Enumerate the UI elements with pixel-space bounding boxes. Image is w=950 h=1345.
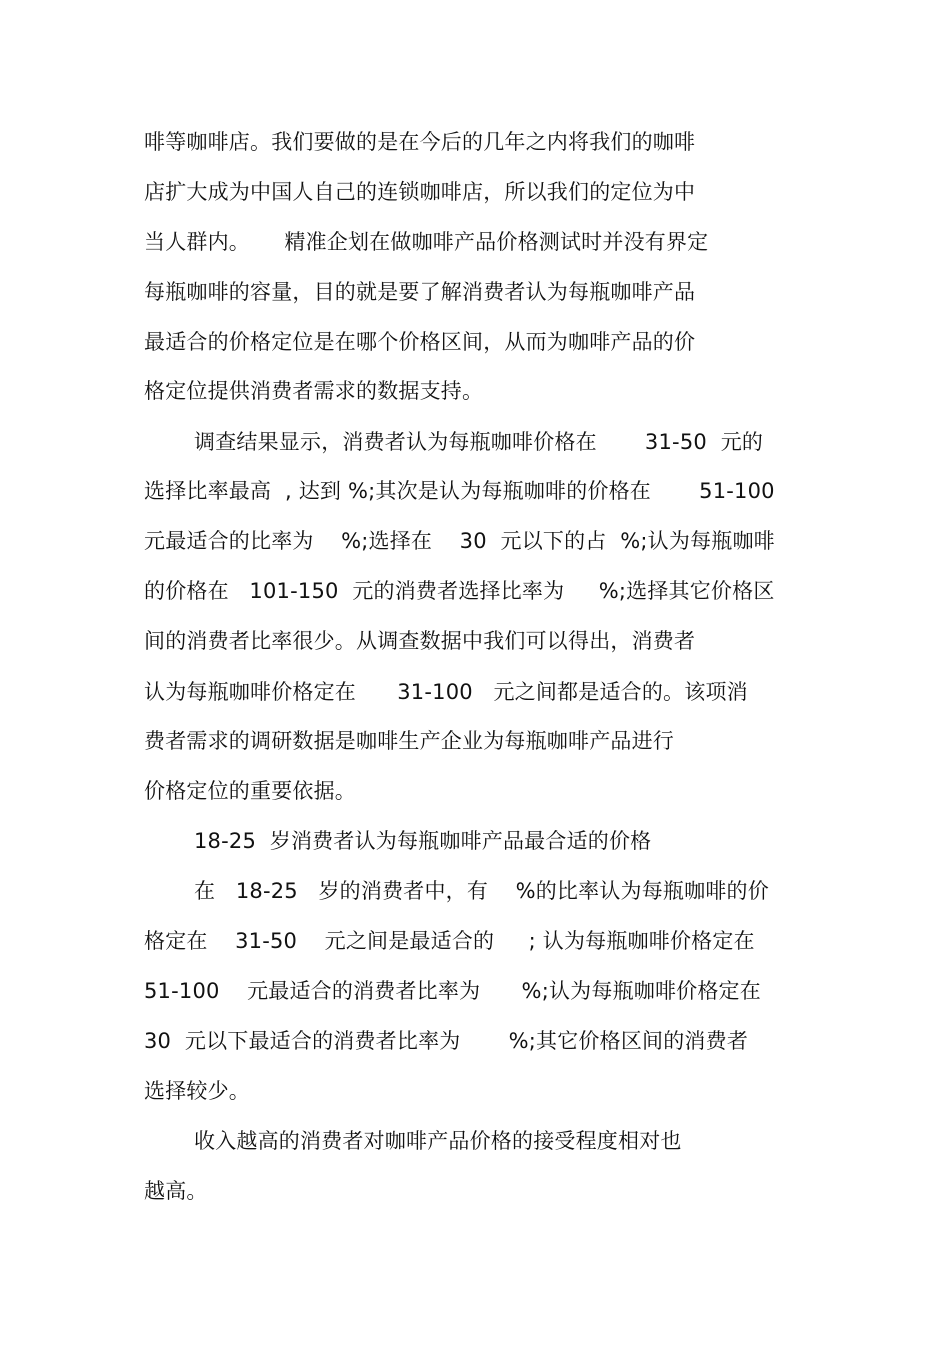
text-line: 选择比率最高 , 达到 %;其次是认为每瓶咖啡的价格在 51-100 [144, 479, 775, 503]
text-line: 格定位提供消费者需求的数据支持。 [144, 379, 484, 403]
text-line: 当人群内。 精准企划在做咖啡产品价格测试时并没有界定 [144, 230, 709, 254]
text-line: 越高。 [144, 1179, 208, 1203]
text-line: 费者需求的调研数据是咖啡生产企业为每瓶咖啡产品进行 [144, 729, 674, 753]
text-line: 30 元以下最适合的消费者比率为 %;其它价格区间的消费者 [144, 1029, 749, 1053]
text-line: 收入越高的消费者对咖啡产品价格的接受程度相对也 [194, 1129, 682, 1153]
text-line: 格定在 31-50 元之间是最适合的 ; 认为每瓶咖啡价格定在 [144, 929, 755, 953]
text-line: 最适合的价格定位是在哪个价格区间，从而为咖啡产品的价 [144, 330, 696, 354]
text-line: 调查结果显示，消费者认为每瓶咖啡价格在 31-50 元的 [194, 430, 764, 454]
text-line: 51-100 元最适合的消费者比率为 %;认为每瓶咖啡价格定在 [144, 979, 761, 1003]
text-line: 店扩大成为中国人自己的连锁咖啡店，所以我们的定位为中 [144, 180, 696, 204]
text-line: 选择较少。 [144, 1079, 250, 1103]
text-line: 每瓶咖啡的容量，目的就是要了解消费者认为每瓶咖啡产品 [144, 280, 696, 304]
text-line: 认为每瓶咖啡价格定在 31-100 元之间都是适合的。该项消 [144, 680, 748, 704]
text-line: 间的消费者比率很少。从调查数据中我们可以得出，消费者 [144, 629, 696, 653]
text-line: 在 18-25 岁的消费者中，有 %的比率认为每瓶咖啡的价 [194, 879, 769, 903]
text-line: 元最适合的比率为 %;选择在 30 元以下的占 %;认为每瓶咖啡 [144, 529, 775, 553]
text-line: 的价格在 101-150 元的消费者选择比率为 %;选择其它价格区 [144, 579, 775, 603]
text-line: 价格定位的重要依据。 [144, 779, 356, 803]
section-heading: 18-25 岁消费者认为每瓶咖啡产品最合适的价格 [194, 829, 652, 853]
text-line: 啡等咖啡店。我们要做的是在今后的几年之内将我们的咖啡 [144, 130, 696, 154]
